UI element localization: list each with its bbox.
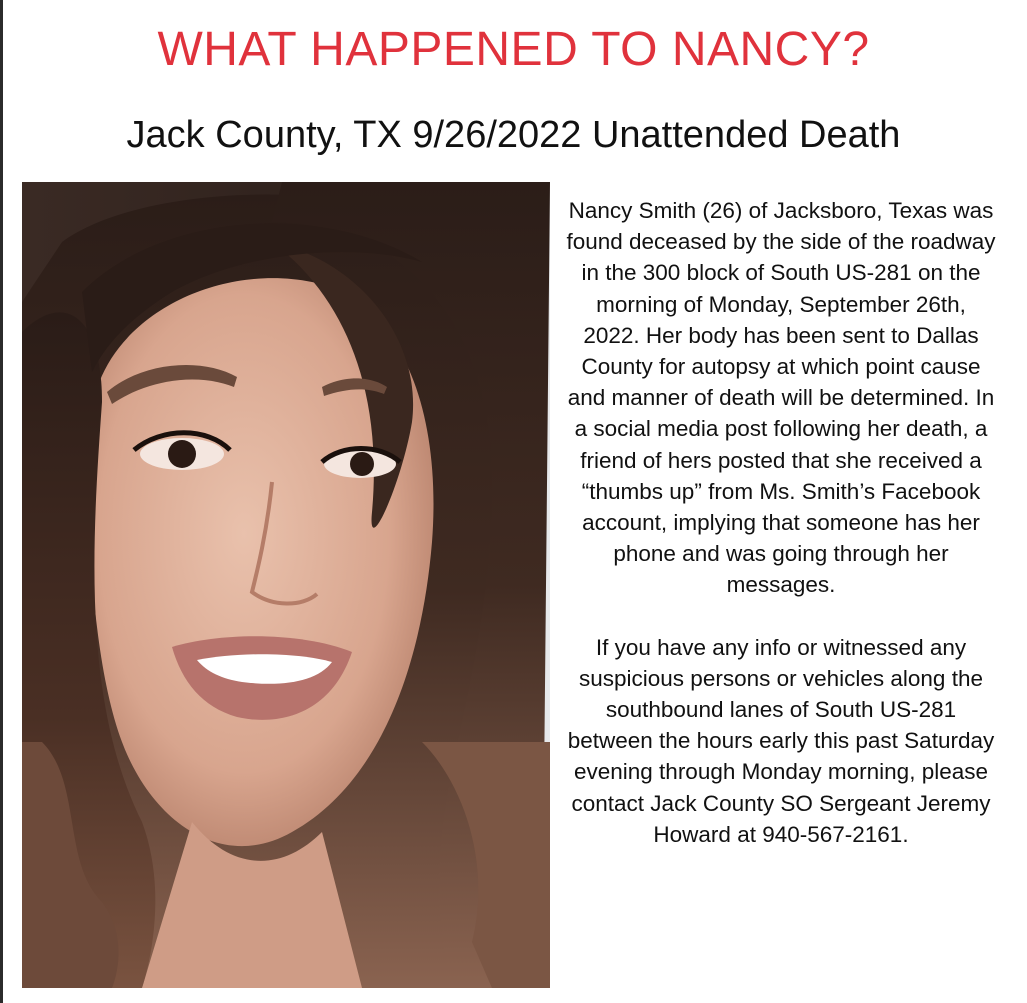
flyer-subheadline: Jack County, TX 9/26/2022 Unattended Death [126,114,901,156]
story-text [566,195,996,850]
story-paragraph-contact: If you have any info or witnessed any suspicious persons or vehicles along the southbound lanes of South US-281 between the hours early this past Saturday evening through Monday morning, please contact Jack County SO Sergeant Jeremy Howard at 940-567-2161. [567,634,995,847]
portrait-photo [22,182,550,988]
flyer-headline: WHAT HAPPENED TO NANCY? [157,23,870,76]
story-paragraph-details: Nancy Smith (26) of Jacksboro, Texas was found deceased by the side of the roadway in the 300 block of South US-281 on the morning of Monday, September 26th, 2022. Her body has been sent to Dallas County for autopsy at which point cause and manner of death will be determined. In a social media post following her death, a friend of hers posted that she received a “thumbs up” from Ms. Smith’s Facebook account, implying that someone has her phone and was going through her messages. [566,198,996,598]
